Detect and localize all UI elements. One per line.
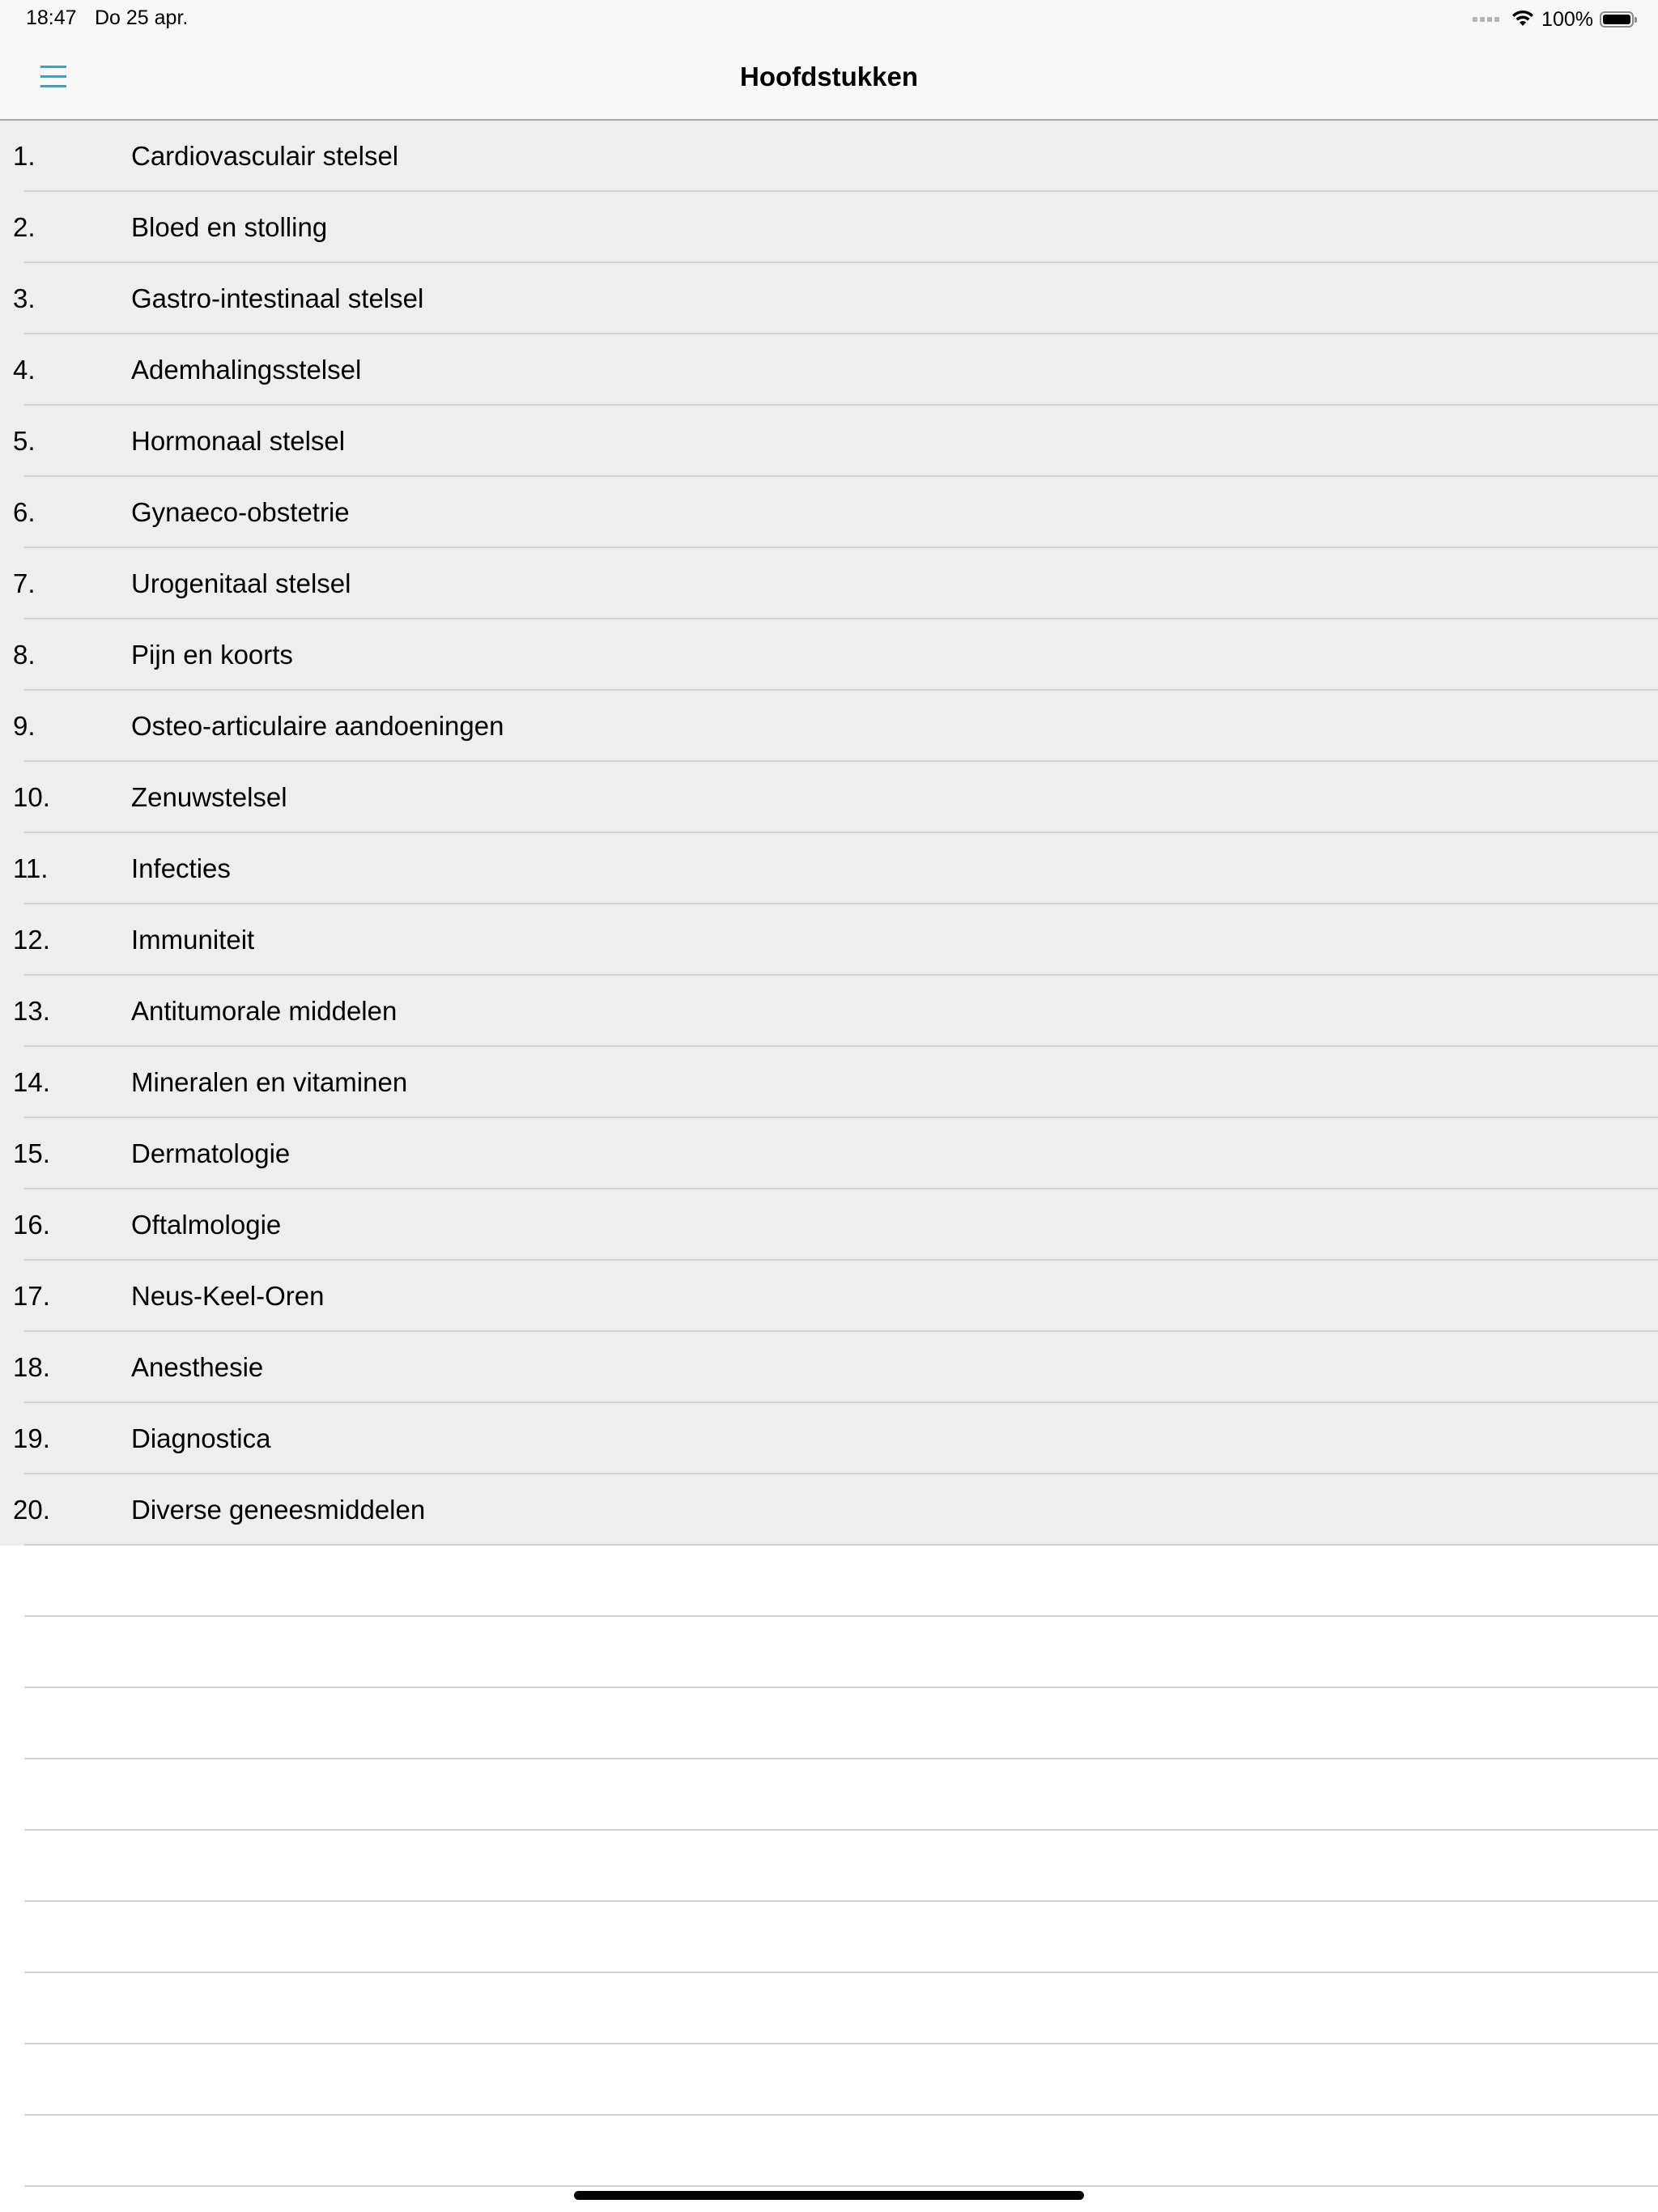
chapter-number: 3. bbox=[13, 283, 36, 313]
empty-row bbox=[0, 2116, 1658, 2187]
chapter-list bbox=[0, 121, 1658, 2187]
chapter-title: Urogenitaal stelsel bbox=[131, 568, 351, 598]
chapter-number: 11. bbox=[13, 853, 49, 883]
status-time: 18:47 bbox=[26, 6, 77, 29]
status-date: Do 25 apr. bbox=[95, 6, 189, 29]
chapter-row[interactable] bbox=[0, 1332, 1658, 1403]
chapter-number: 2. bbox=[13, 212, 36, 242]
empty-row bbox=[0, 1973, 1658, 2044]
empty-row bbox=[0, 1617, 1658, 1688]
status-bar bbox=[0, 0, 1658, 37]
chapter-number: 18. bbox=[13, 1352, 50, 1382]
empty-row bbox=[0, 1688, 1658, 1759]
chapter-number: 17. bbox=[13, 1281, 50, 1311]
chapter-title: Oftalmologie bbox=[131, 1210, 282, 1240]
chapter-row[interactable] bbox=[0, 477, 1658, 548]
chapter-row[interactable] bbox=[0, 1474, 1658, 1546]
home-indicator[interactable] bbox=[574, 2191, 1084, 2200]
chapter-number: 9. bbox=[13, 711, 36, 741]
chapter-number: 12. bbox=[13, 925, 50, 955]
chapter-number: 19. bbox=[13, 1423, 50, 1453]
chapter-number: 13. bbox=[13, 996, 50, 1026]
chapter-number: 4. bbox=[13, 355, 36, 385]
chapter-title: Neus-Keel-Oren bbox=[131, 1281, 325, 1311]
chapter-row[interactable] bbox=[0, 904, 1658, 976]
chapter-row[interactable] bbox=[0, 1261, 1658, 1332]
chapter-title: Ademhalingsstelsel bbox=[131, 355, 362, 385]
signal-dots-icon bbox=[1473, 17, 1499, 22]
chapter-title: Antitumorale middelen bbox=[131, 996, 397, 1026]
chapter-number: 5. bbox=[13, 426, 36, 456]
chapter-title: Pijn en koorts bbox=[131, 640, 293, 670]
chapter-row[interactable] bbox=[0, 619, 1658, 691]
empty-row bbox=[0, 2044, 1658, 2116]
chapter-row[interactable] bbox=[0, 1118, 1658, 1189]
chapter-number: 6. bbox=[13, 497, 36, 527]
chapter-number: 14. bbox=[13, 1067, 50, 1097]
page-title: Hoofdstukken bbox=[739, 62, 918, 91]
chapter-title: Diagnostica bbox=[131, 1423, 271, 1453]
chapter-number: 10. bbox=[13, 782, 50, 812]
chapter-title: Diverse geneesmiddelen bbox=[131, 1495, 426, 1525]
chapter-title: Infecties bbox=[131, 853, 231, 883]
chapter-row[interactable] bbox=[0, 833, 1658, 904]
chapter-number: 15. bbox=[13, 1138, 50, 1168]
chapter-row[interactable] bbox=[0, 762, 1658, 833]
navigation-bar bbox=[0, 37, 1658, 121]
chapter-number: 8. bbox=[13, 640, 36, 670]
chapter-title: Hormonaal stelsel bbox=[131, 426, 346, 456]
chapter-row[interactable] bbox=[0, 263, 1658, 334]
chapter-number: 1. bbox=[13, 141, 36, 171]
empty-row bbox=[0, 1902, 1658, 1973]
battery-percent: 100% bbox=[1541, 7, 1593, 31]
chapter-title: Anesthesie bbox=[131, 1352, 264, 1382]
battery-icon bbox=[1600, 11, 1634, 28]
empty-row bbox=[0, 1546, 1658, 1617]
status-indicators bbox=[1473, 5, 1634, 34]
chapter-title: Zenuwstelsel bbox=[131, 782, 287, 812]
chapter-title: Dermatologie bbox=[131, 1138, 291, 1168]
chapter-row[interactable] bbox=[0, 976, 1658, 1047]
empty-row bbox=[0, 1831, 1658, 1902]
chapter-row[interactable] bbox=[0, 1403, 1658, 1474]
chapter-row[interactable] bbox=[0, 192, 1658, 263]
chapter-number: 16. bbox=[13, 1210, 50, 1240]
chapter-title: Cardiovasculair stelsel bbox=[131, 141, 399, 171]
chapter-title: Gastro-intestinaal stelsel bbox=[131, 283, 424, 313]
chapter-row[interactable] bbox=[0, 548, 1658, 619]
chapter-title: Immuniteit bbox=[131, 925, 255, 955]
chapter-row[interactable] bbox=[0, 406, 1658, 477]
chapter-title: Bloed en stolling bbox=[131, 212, 328, 242]
chapter-number: 20. bbox=[13, 1495, 50, 1525]
chapter-row[interactable] bbox=[0, 121, 1658, 192]
chapter-row[interactable] bbox=[0, 1189, 1658, 1261]
chapter-title: Osteo-articulaire aandoeningen bbox=[131, 711, 504, 741]
chapter-row[interactable] bbox=[0, 691, 1658, 762]
chapter-title: Mineralen en vitaminen bbox=[131, 1067, 408, 1097]
wifi-icon bbox=[1511, 8, 1535, 32]
chapter-row[interactable] bbox=[0, 1047, 1658, 1118]
chapter-title: Gynaeco-obstetrie bbox=[131, 497, 350, 527]
empty-row bbox=[0, 1759, 1658, 1831]
chapter-number: 7. bbox=[13, 568, 36, 598]
chapter-row[interactable] bbox=[0, 334, 1658, 406]
